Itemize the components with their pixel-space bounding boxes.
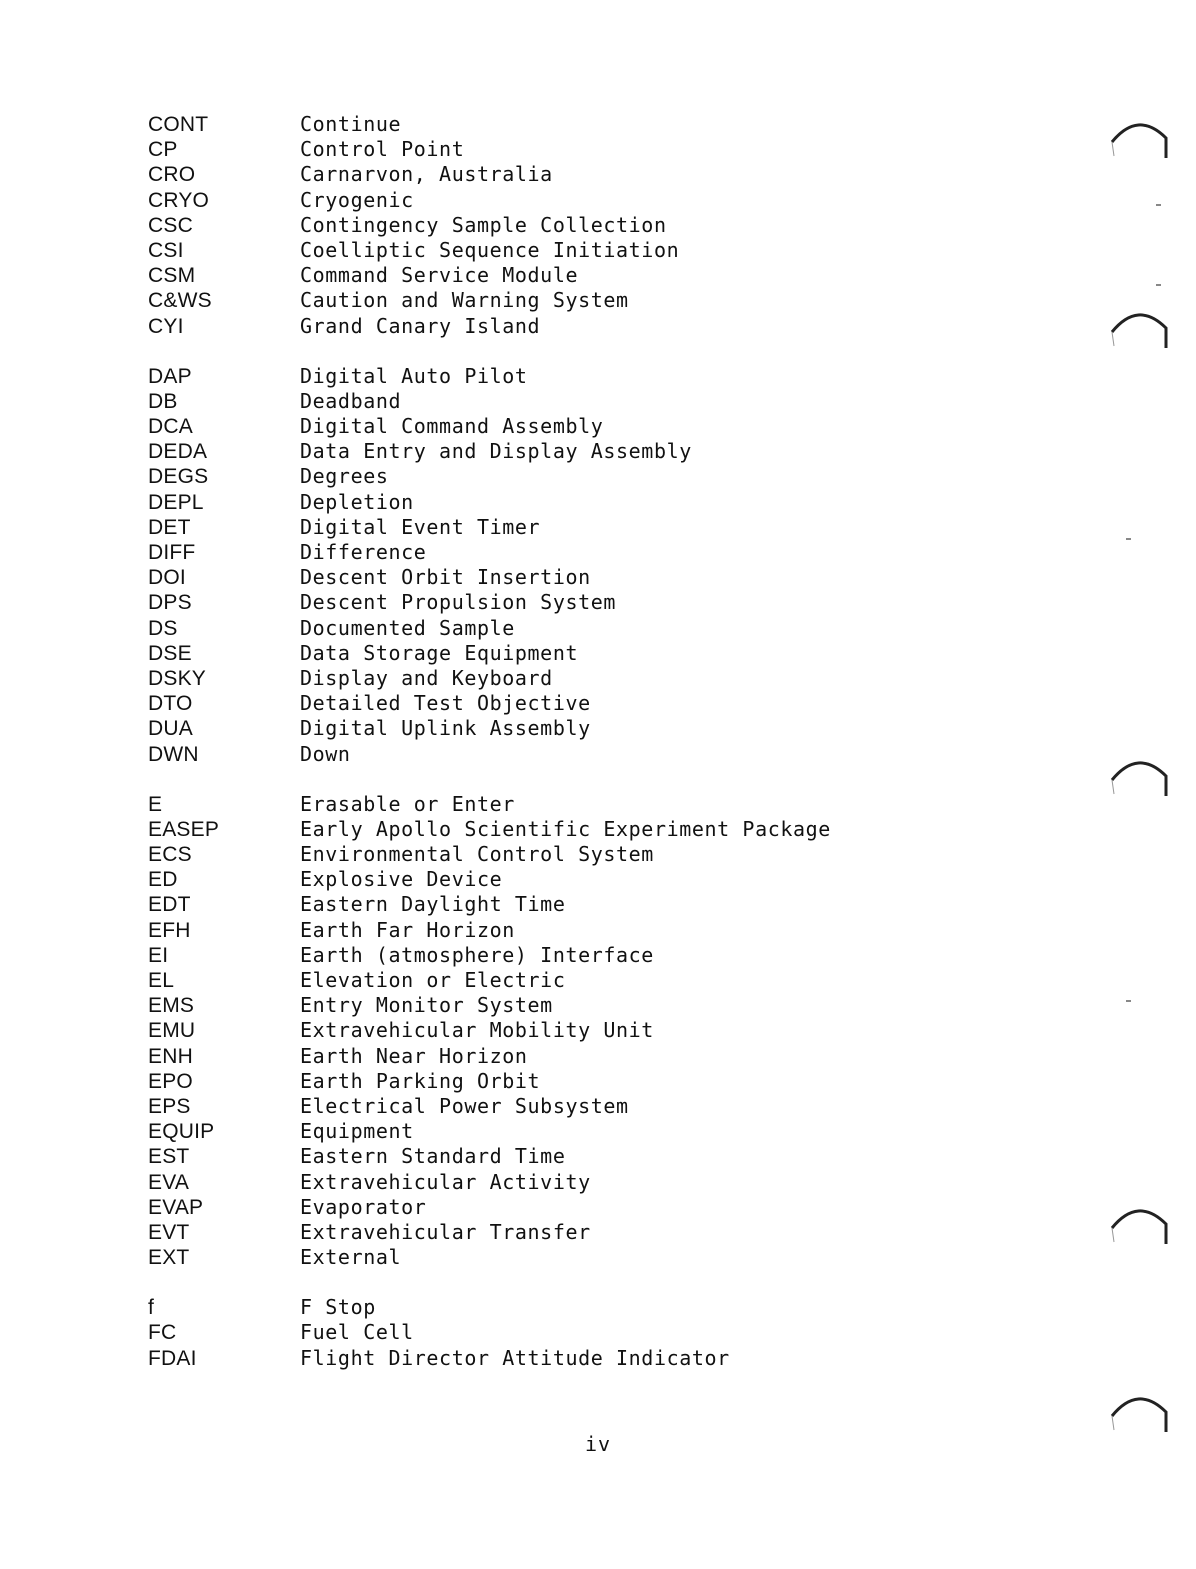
abbreviation-definition: Earth Far Horizon: [300, 917, 515, 942]
abbreviation-term: DB: [148, 389, 178, 413]
abbreviation-row: [148, 842, 868, 867]
abbreviation-definition: Eastern Daylight Time: [300, 892, 566, 917]
abbreviation-definition: F Stop: [300, 1295, 376, 1320]
page-number: iv: [584, 1432, 612, 1456]
abbreviation-term: CSC: [148, 213, 193, 237]
abbreviation-term: ED: [148, 868, 178, 892]
abbreviation-term: DPS: [148, 591, 192, 615]
abbreviation-definition: Extravehicular Transfer: [300, 1219, 591, 1244]
abbreviation-definition: Digital Uplink Assembly: [300, 716, 591, 741]
abbreviation-row: [148, 918, 868, 943]
abbreviation-definition: Deadband: [300, 388, 402, 413]
abbreviation-definition: Detailed Test Objective: [300, 691, 591, 716]
abbreviation-row: [148, 817, 868, 842]
abbreviation-definition: Early Apollo Scientific Experiment Package: [300, 816, 831, 841]
abbreviation-definition: Flight Director Attitude Indicator: [300, 1345, 730, 1370]
abbreviation-row: [148, 1069, 868, 1094]
abbreviation-definition: Depletion: [300, 489, 414, 514]
abbreviation-term: CRYO: [148, 188, 210, 212]
abbreviation-row: [148, 1170, 868, 1195]
abbreviation-term: FC: [148, 1321, 177, 1345]
abbreviation-term: f: [148, 1296, 155, 1320]
abbreviation-term: EXT: [148, 1246, 190, 1270]
abbreviation-term: DOI: [148, 566, 186, 590]
abbreviation-term: CSI: [148, 238, 184, 262]
abbreviation-row: [148, 943, 868, 968]
binder-hole-mark: [1108, 1390, 1172, 1438]
abbreviation-term: CSM: [148, 264, 196, 288]
abbreviation-term: CRO: [148, 163, 196, 187]
abbreviation-term: DS: [148, 616, 178, 640]
abbreviation-term: DWN: [148, 742, 199, 766]
abbreviation-term: E: [148, 792, 163, 816]
abbreviation-definition: Data Storage Equipment: [300, 640, 579, 665]
abbreviation-definition: Display and Keyboard: [300, 665, 553, 690]
abbreviation-term: DUA: [148, 717, 193, 741]
scan-mark: [1156, 204, 1161, 206]
abbreviation-definition: Digital Auto Pilot: [300, 363, 528, 388]
abbreviation-definition: Erasable or Enter: [300, 791, 515, 816]
abbreviation-row: [148, 1195, 868, 1220]
abbreviation-definition: Descent Propulsion System: [300, 590, 617, 615]
abbreviation-group: [148, 1295, 868, 1371]
abbreviation-row: [148, 1220, 868, 1245]
binder-hole-mark: [1108, 754, 1172, 802]
abbreviation-row: [148, 162, 868, 187]
abbreviation-definition: Caution and Warning System: [300, 288, 629, 313]
abbreviation-row: [148, 641, 868, 666]
abbreviation-term: DEPL: [148, 490, 204, 514]
binder-hole-mark: [1108, 116, 1172, 164]
abbreviation-term: EPS: [148, 1094, 191, 1118]
abbreviation-row: [148, 238, 868, 263]
abbreviation-row: [148, 540, 868, 565]
abbreviation-row: [148, 616, 868, 641]
abbreviation-term: EVAP: [148, 1195, 204, 1219]
abbreviation-term: EVA: [148, 1170, 190, 1194]
abbreviation-definition: Electrical Power Subsystem: [300, 1093, 629, 1118]
abbreviation-term: EST: [148, 1145, 190, 1169]
abbreviation-row: [148, 691, 868, 716]
abbreviation-group: [148, 112, 868, 339]
abbreviation-definition: Environmental Control System: [300, 842, 654, 867]
abbreviation-definition: Earth Near Horizon: [300, 1043, 528, 1068]
abbreviation-definition: Fuel Cell: [300, 1320, 414, 1345]
abbreviation-group: [148, 364, 868, 767]
abbreviation-row: [148, 439, 868, 464]
abbreviation-definition: Extravehicular Activity: [300, 1169, 591, 1194]
abbreviation-term: EL: [148, 969, 175, 992]
abbreviation-definition: Equipment: [300, 1119, 414, 1144]
abbreviation-term: C&WS: [148, 289, 212, 313]
abbreviation-term: EDT: [148, 893, 191, 917]
abbreviation-row: [148, 213, 868, 238]
abbreviation-definition: Control Point: [300, 137, 465, 162]
abbreviation-definition: Digital Command Assembly: [300, 414, 604, 439]
abbreviation-row: [148, 968, 868, 993]
abbreviation-term: ENH: [148, 1044, 193, 1068]
abbreviation-term: EMU: [148, 1019, 196, 1043]
scan-mark: [1126, 1000, 1131, 1002]
abbreviation-term: DET: [148, 515, 191, 539]
abbreviation-definition: Earth Parking Orbit: [300, 1068, 541, 1093]
abbreviation-row: [148, 1320, 868, 1345]
abbreviation-definition: Entry Monitor System: [300, 993, 553, 1018]
abbreviation-row: [148, 565, 868, 590]
abbreviation-group: [148, 792, 868, 1271]
abbreviation-definition: Explosive Device: [300, 867, 503, 892]
abbreviation-definition: Eastern Standard Time: [300, 1144, 566, 1169]
abbreviation-term: CP: [148, 138, 178, 162]
abbreviation-row: [148, 1119, 868, 1144]
abbreviation-term: EMS: [148, 994, 195, 1018]
abbreviation-term: FDAI: [148, 1346, 197, 1370]
abbreviation-term: DEDA: [148, 440, 208, 464]
abbreviation-term: ECS: [148, 843, 192, 867]
abbreviation-row: [148, 716, 868, 741]
abbreviation-row: [148, 1144, 868, 1169]
abbreviation-definition: Digital Event Timer: [300, 514, 541, 539]
abbreviation-definition: Grand Canary Island: [300, 313, 541, 338]
abbreviation-term: DCA: [148, 415, 193, 439]
abbreviation-term: EASEP: [148, 817, 220, 841]
abbreviation-list: [148, 112, 868, 1396]
abbreviation-row: [148, 590, 868, 615]
abbreviation-definition: Degrees: [300, 464, 389, 489]
abbreviation-term: DTO: [148, 692, 193, 716]
abbreviation-term: DAP: [148, 364, 192, 388]
abbreviation-term: EVT: [148, 1220, 190, 1244]
abbreviation-row: [148, 867, 868, 892]
abbreviation-row: [148, 792, 868, 817]
abbreviation-row: [148, 892, 868, 917]
abbreviation-row: [148, 188, 868, 213]
abbreviation-row: [148, 1094, 868, 1119]
binder-hole-mark: [1108, 1202, 1172, 1250]
abbreviation-row: [148, 112, 868, 137]
abbreviation-row: [148, 314, 868, 339]
scan-mark: [1156, 284, 1161, 286]
abbreviation-definition: Contingency Sample Collection: [300, 212, 667, 237]
abbreviation-row: [148, 464, 868, 489]
abbreviation-row: [148, 1245, 868, 1270]
abbreviation-term: DIFF: [148, 541, 196, 564]
abbreviation-term: EI: [148, 943, 169, 967]
abbreviation-definition: Documented Sample: [300, 615, 515, 640]
abbreviation-row: [148, 515, 868, 540]
abbreviation-definition: Down: [300, 741, 351, 766]
scan-mark: [1126, 538, 1131, 540]
abbreviation-definition: Difference: [300, 540, 427, 564]
abbreviation-definition: Data Entry and Display Assembly: [300, 439, 692, 464]
abbreviation-row: [148, 414, 868, 439]
abbreviation-row: [148, 490, 868, 515]
abbreviation-term: DSE: [148, 641, 192, 665]
abbreviation-definition: External: [300, 1245, 402, 1270]
abbreviation-row: [148, 1346, 868, 1371]
abbreviation-definition: Carnarvon, Australia: [300, 162, 553, 187]
abbreviation-row: [148, 1044, 868, 1069]
abbreviation-term: CYI: [148, 314, 184, 338]
abbreviation-row: [148, 993, 868, 1018]
abbreviation-row: [148, 288, 868, 313]
abbreviation-definition: Extravehicular Mobility Unit: [300, 1018, 654, 1043]
abbreviation-term: EPO: [148, 1069, 193, 1093]
binder-hole-mark: [1108, 306, 1172, 354]
abbreviation-row: [148, 1018, 868, 1043]
abbreviation-definition: Descent Orbit Insertion: [300, 565, 591, 590]
abbreviation-term: EFH: [148, 918, 191, 942]
abbreviation-definition: Command Service Module: [300, 263, 579, 288]
abbreviation-term: CONT: [148, 113, 209, 136]
abbreviation-row: [148, 364, 868, 389]
abbreviation-row: [148, 666, 868, 691]
abbreviation-term: DEGS: [148, 465, 209, 489]
abbreviation-row: [148, 1295, 868, 1320]
abbreviation-definition: Earth (atmosphere) Interface: [300, 942, 654, 967]
abbreviation-definition: Evaporator: [300, 1194, 427, 1219]
abbreviation-row: [148, 263, 868, 288]
abbreviation-row: [148, 137, 868, 162]
abbreviation-term: EQUIP: [148, 1120, 215, 1144]
abbreviation-definition: Coelliptic Sequence Initiation: [300, 237, 680, 262]
abbreviation-definition: Cryogenic: [300, 187, 414, 212]
abbreviation-definition: Elevation or Electric: [300, 968, 566, 992]
abbreviation-term: DSKY: [148, 666, 206, 690]
abbreviation-row: [148, 389, 868, 414]
abbreviation-definition: Continue: [300, 112, 402, 136]
abbreviation-row: [148, 742, 868, 767]
